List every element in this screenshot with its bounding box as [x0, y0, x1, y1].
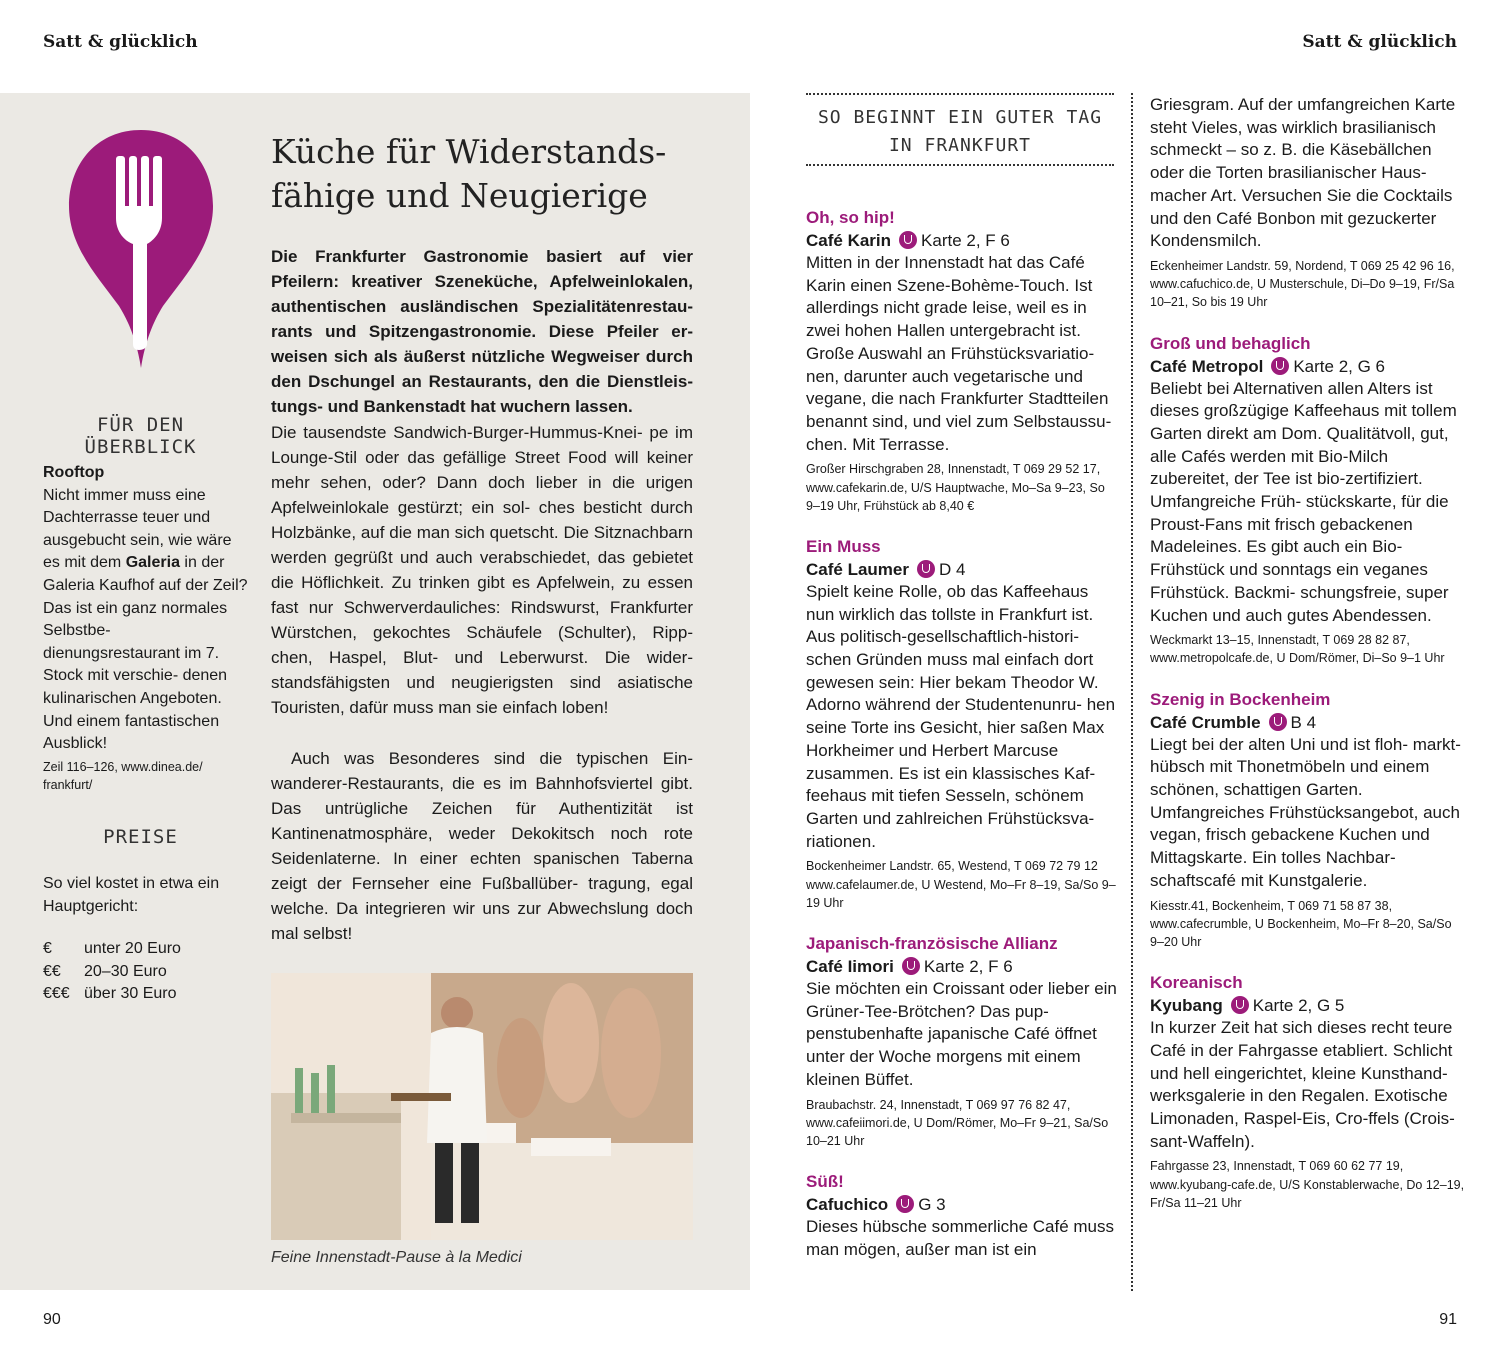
article-paragraph-2: Auch was Besonderes sind die typischen Ein- wanderer-Restaurants, die es im Bahnhofsviertel gibt. Das untrügliche Zeichen für Authentizität ist Kantinenatmosphäre, weder Dekokitsch noch rote Seidenlaterne. In einer echten spanischen Taberna zeigt der Fernseher eine Fußballüber- tragung, egal welche. Da integrieren wir uns zur Abwechslung doch mal selbst!: [271, 749, 693, 943]
cafe-address: Eckenheimer Landstr. 59, Nordend, T 069 25 42 96 16, www.cafuchico.de, U Musterschule, Di–Do 9–19, Fr/Sa 10–21, So bis 19 Uhr: [1150, 258, 1455, 310]
cafe-name-line: [806, 229, 1121, 252]
price-symbol: €€: [43, 962, 61, 980]
cafe-name-line: [806, 1193, 1121, 1216]
page-number-left: 90: [43, 1311, 61, 1328]
cafe-description: Sie möchten ein Croissant oder lieber ein Grüner-Tee-Brötchen? Das pup- penstubenhafte japanische Café öffnet unter der Woche morgens mit einem kleinen Büffet.: [806, 978, 1117, 1089]
cafe-description: Spielt keine Rolle, ob das Kaffeehaus nun wirklich das tollste in Frankfurt ist. Aus politisch-gesellschaftlich-histori- schen Gründen muss mal einfach dort gewesen sein: Hier bekam Theodor W. Adorno während der Studentenunru- hen seine Torte ins Gesicht, hier saßen Max Horkheimer und Herbert Marcuse zusammen. Es ist ein klassisches Kaf- feehaus mit tiefen Sesseln, schönem Garten und zahlreichen Frühstücksva- riationen.: [806, 581, 1116, 851]
sidebar-prices: [43, 873, 248, 1006]
article-lead: Die Frankfurter Gastronomie basiert auf vier Pfeilern: kreativer Szeneküche, Apfelweinlokalen, authentischen ausländischen Spezialitätenrestau- rants und Spitzengastronomie. Diese Pfeiler er- weisen sich als äußerst nützliche Wegweiser durch den Dschungel an Restaurants, den die Dienstleis- tungs- und Bankenstadt hat wuchern lassen.: [271, 247, 693, 416]
cafe-name: Café Metropol: [1150, 356, 1264, 376]
rooftop-text: [43, 485, 248, 756]
photo-caption: Feine Innenstadt-Pause à la Medici: [271, 1249, 522, 1266]
page-number-right: 91: [1439, 1311, 1457, 1328]
box-rule-top: [806, 93, 1114, 95]
cafe-name: Kyubang: [1150, 996, 1223, 1016]
column-divider: [1131, 93, 1133, 1291]
price-range: unter 20 Euro: [84, 940, 181, 958]
cafe-entry: [806, 535, 1121, 912]
cafe-address: Braubachstr. 24, Innenstadt, T 069 97 76 82 47, www.cafeiimori.de, U Dom/Römer, Mo–Fr 9–21, Sa/So 10–21 Uhr: [806, 1097, 1109, 1148]
map-reference: G 3: [918, 1195, 946, 1215]
fork-pin-icon: [67, 126, 215, 371]
sidebar-heading-overview: FÜR DEN ÜBERBLICK: [84, 414, 197, 458]
prices-intro: So viel kostet in etwa ein Hauptgericht:: [43, 875, 220, 915]
sidebar-rooftop: [43, 462, 248, 794]
article-title-line1: Küche für Widerstands-: [271, 132, 667, 171]
cafe-name: Café Crumble: [1150, 712, 1261, 732]
box-heading-line2: IN FRANKFURT: [888, 135, 1032, 156]
cafe-description: Dieses hübsche sommerliche Café muss man mögen, außer man ist ein: [806, 1217, 1115, 1259]
cafe-entry: [806, 1170, 1121, 1261]
cafe-address: Weckmarkt 13–15, Innenstadt, T 069 28 82 87, www.metropolcafe.de, U Dom/Römer, Di–So 9–1 Uhr: [1150, 633, 1445, 666]
cafe-address: Kiesstr.41, Bockenheim, T 069 71 58 87 38, www.cafecrumble, U Bockenheim, Mo–Fr 8–20, Sa/So 9–20 Uhr: [1150, 898, 1452, 949]
cafe-name: Café Iimori: [806, 956, 894, 976]
article-title-line2: fähige und Neugierige: [271, 176, 648, 215]
sidebar-heading-prices: PREISE: [103, 826, 178, 848]
cafe-column-1: [806, 206, 1121, 1282]
price-row: [43, 961, 248, 984]
cafe-entry: [1150, 332, 1465, 668]
running-head-right: Satt & glücklich: [1302, 32, 1457, 52]
rooftop-address: Zeil 116–126, www.dinea.de/ frankfurt/: [43, 759, 203, 792]
box-rule-bottom: [806, 164, 1114, 166]
price-symbol: €: [43, 940, 52, 958]
cafe-name-line: [1150, 711, 1465, 734]
price-row: [43, 938, 248, 961]
cafe-description: Liegt bei der alten Uni und ist floh- markt-hübsch mit Thonetmöbeln und einem schönen, schattigen Garten. Umfangreiches Frühstücksangebot, auch vegan, frisch gebackene Kuchen und Mittagskarte. Ein tolles Nachbar- schaftscafé mit Kunstgalerie.: [1150, 734, 1461, 890]
cafe-entry: [806, 932, 1121, 1150]
map-reference: Karte 2, F 6: [923, 956, 1013, 976]
map-marker-icon: [1271, 357, 1289, 375]
cafe-description: Griesgram. Auf der umfangreichen Karte steht Vieles, was wirklich brasilianisch schmeckt – so z. B. die Käsebällchen oder die Torten brasilianischer Haus- macher Art. Versuchen Sie die Cocktails und den Café Bonbon mit gezuckerter Kondensmilch.: [1150, 95, 1456, 251]
rooftop-text-a: Nicht immer muss eine Dachterrasse teuer und ausgebucht sein, wie wäre es mit dem: [43, 486, 232, 572]
restaurant-photo: [271, 973, 693, 1240]
cafe-name: Café Laumer: [806, 559, 909, 579]
cafe-entry: [1150, 688, 1465, 952]
cafe-name: Cafuchico: [806, 1195, 889, 1215]
cafe-kicker: Oh, so hip!: [806, 208, 895, 227]
cafe-kicker: Japanisch-französische Allianz: [806, 933, 1058, 953]
map-reference: Karte 2, G 6: [1293, 356, 1386, 376]
rooftop-bold: Galeria: [125, 554, 180, 572]
price-range: über 30 Euro: [84, 985, 177, 1003]
running-head-left: Satt & glücklich: [43, 32, 198, 52]
cafe-kicker: Süß!: [806, 1172, 844, 1192]
price-row: [43, 983, 248, 1006]
map-reference: D 4: [938, 559, 966, 579]
cafe-kicker: Koreanisch: [1150, 973, 1243, 993]
cafe-address: Fahrgasse 23, Innenstadt, T 069 60 62 77 19, www.kyubang-cafe.de, U/S Konstablerwache, Do 12–19, Fr/Sa 11–21 Uhr: [1150, 1159, 1465, 1210]
map-marker-icon: [899, 231, 917, 249]
cafe-name-line: [1150, 355, 1465, 378]
map-marker-icon: [917, 560, 935, 578]
map-reference: B 4: [1290, 712, 1317, 732]
cafe-description: In kurzer Zeit hat sich dieses recht teure Café in der Fahrgasse etabliert. Schlicht und hell eingerichtet, kleine Kunsthand- werksgalerie in den Regalen. Exotische Limonaden, Raspel-Eis, Cro-ffels (Crois- sant-Waffeln).: [1150, 1018, 1455, 1151]
cafe-kicker: Groß und behaglich: [1150, 333, 1311, 353]
map-marker-icon: [896, 1195, 914, 1213]
cafe-description: Mitten in der Innenstadt hat das Café Karin einen Szene-Bohème-Touch. Ist allerdings nicht grade leise, weil es in zwei hohen Hallen untergebracht ist. Große Auswahl an Frühstücksvariatio- nen, darunter auch vegetarische und vegane, die nach Frankfurter Stadtteilen benannt sind, und viel zum Selbstaussu- chen. Mit Terrasse.: [806, 253, 1112, 454]
box-heading: [806, 104, 1114, 160]
rooftop-title: Rooftop: [43, 464, 105, 481]
box-heading-line1: SO BEGINNT EIN GUTER TAG: [817, 107, 1103, 128]
cafe-entry: [1150, 971, 1465, 1212]
cafe-address: Großer Hirschgraben 28, Innenstadt, T 069 29 52 17, www.cafekarin.de, U/S Hauptwache, Mo–Sa 9–23, So 9–19 Uhr, Frühstück ab 8,40 €: [806, 462, 1105, 513]
cafe-address: Bockenheimer Landstr. 65, Westend, T 069 72 79 12 www.cafelaumer.de, U Westend, Mo–Fr 8–19, Sa/So 9–19 Uhr: [806, 859, 1116, 910]
cafe-kicker: Ein Muss: [806, 536, 881, 556]
map-marker-icon: [1231, 996, 1249, 1014]
cafe-entry: [806, 206, 1121, 515]
cafe-name-line: [1150, 994, 1465, 1017]
cafe-column-2: [1150, 94, 1465, 1232]
map-marker-icon: [902, 957, 920, 975]
price-symbol: €€€: [43, 985, 70, 1003]
cafe-kicker: Szenig in Bockenheim: [1150, 689, 1331, 709]
cafe-entry: [1150, 94, 1465, 312]
article-title: [271, 130, 741, 218]
cafe-description: Beliebt bei Alternativen allen Alters ist dieses großzügige Kaffeehaus mit tollem Garten direkt am Dom. Qualitätvoll, gut, alle Cafés werden mit Bio-Milch zubereitet, der Tee ist bio-zertifiziert. Umfangreiche Früh- stückskarte, für die Proust-Fans mit frisch gebackenen Madeleines. Es gibt auch ein Bio-Frühstück und sonntags ein veganes Frühstück. Backmi- schungsfreie, super Kuchen und auch gutes Abendessen.: [1150, 378, 1457, 625]
cafe-name-line: [806, 955, 1121, 978]
price-list: [43, 938, 248, 1006]
map-reference: Karte 2, F 6: [921, 231, 1010, 250]
price-range: 20–30 Euro: [84, 962, 167, 980]
article-paragraph-1: Die tausendste Sandwich-Burger-Hummus-Knei- pe im Lounge-Stil oder das gefällige Street Food will keiner mehr sehen, oder? Dann doch lieber in die urigen Apfelweinlokale gestürzt; ein sol- ches besticht durch Holzbänke, auf die man sich quetscht. Die Sitznachbarn werden gegrüßt und auch verabschiedet, das gebietet die Höflichkeit. Zu trinken gibt es Apfelwein, zu essen fast nur Schwerverdauliches: Rindswurst, Frankfurter Würstchen, gekochtes Schäufele (Schulter), Ripp- chen, Haspel, Blut- und Leberwurst. Die wider- standsfähigsten und neugierigsten sind asiatische Touristen, dafür muss man sie einfach loben!: [271, 423, 693, 717]
rooftop-text-b: in der Galeria Kaufhof auf der Zeil? Das ist ein ganz normales Selbstbe- dienungsrestaurant im 7. Stock mit verschie- denen kulinarischen Angeboten. Und einem fantastischen Ausblick!: [43, 554, 248, 753]
map-marker-icon: [1269, 713, 1287, 731]
cafe-name-line: [806, 558, 1121, 581]
map-reference: Karte 2, G 5: [1252, 996, 1345, 1016]
cafe-name: Café Karin: [806, 231, 892, 250]
